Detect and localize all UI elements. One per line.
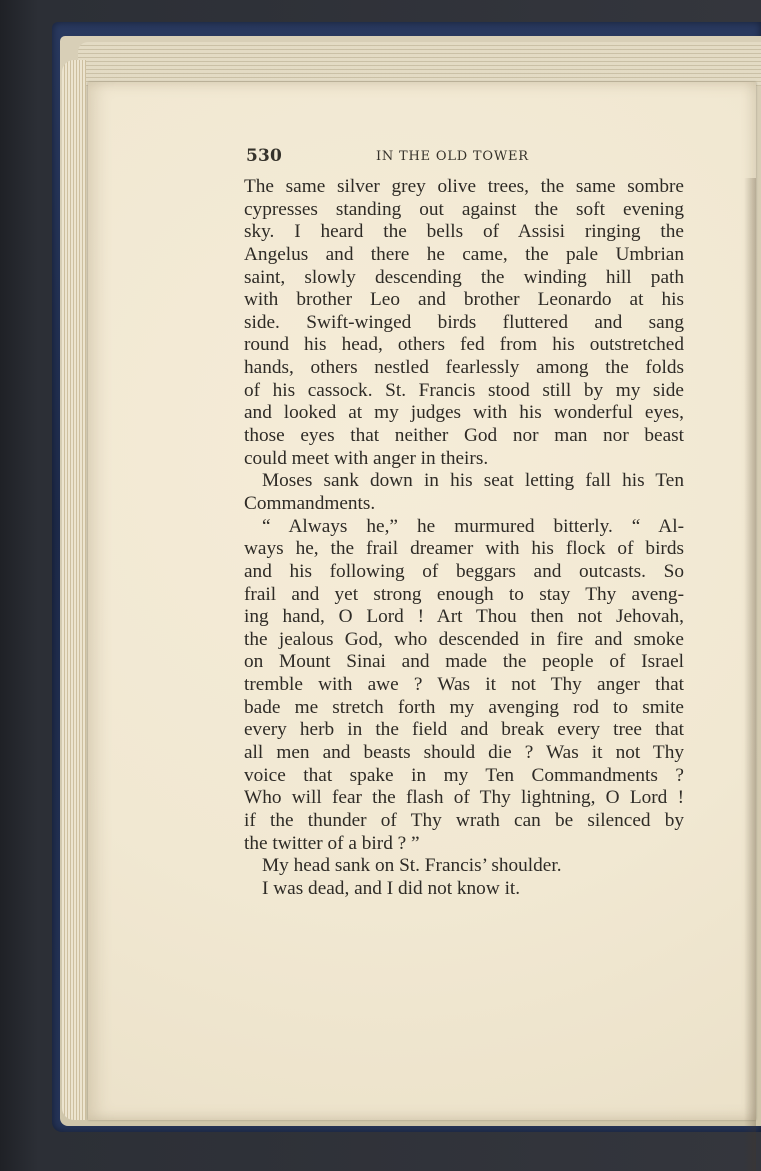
text-line: frail and yet strong enough to stay Thy aveng- (244, 583, 684, 605)
text-line: saint, slowly descending the winding hill path (244, 266, 684, 288)
text-line: voice that spake in my Ten Commandments ? (244, 764, 684, 786)
text-line: could meet with anger in theirs. (244, 447, 489, 469)
text-line: round his head, others fed from his outstretched (244, 334, 684, 356)
text-line: I was dead, and I did not know it. (262, 877, 521, 899)
text-line: hands, others nestled fearlessly among the folds (244, 357, 684, 379)
book-page (88, 82, 756, 1120)
text-line: cypresses standing out against the soft evening (244, 198, 684, 220)
text-line: tremble with awe ? Was it not Thy anger that (244, 674, 684, 696)
text-line: side. Swift-winged birds fluttered and sang (244, 311, 684, 333)
text-line: the twitter of a bird ? ” (244, 832, 420, 854)
page-header (246, 146, 638, 170)
text-line: all men and beasts should die ? Was it not Thy (244, 742, 684, 764)
text-line: Commandments. (244, 492, 376, 514)
text-line: Angelus and there he came, the pale Umbrian (244, 243, 684, 265)
text-line: Moses sank down in his seat letting fall his Ten (262, 470, 684, 492)
text-line: Who will fear the flash of Thy lightning, O Lord ! (244, 787, 684, 809)
text-line: and looked at my judges with his wonderful eyes, (244, 402, 684, 424)
text-line: My head sank on St. Francis’ shoulder. (262, 855, 562, 877)
page-top-edge (78, 42, 761, 86)
text-line: bade me stretch forth my avenging rod to smite (244, 696, 684, 718)
text-line: ing hand, O Lord ! Art Thou then not Jehovah, (244, 606, 684, 628)
text-line: every herb in the field and break every tree that (244, 719, 684, 741)
running-head: IN THE OLD TOWER (376, 149, 529, 164)
page-right-shadow (744, 178, 756, 1171)
text-line: if the thunder of Thy wrath can be silenced by (244, 809, 684, 831)
text-line: The same silver grey olive trees, the same sombre (244, 176, 684, 197)
text-line: of his cassock. St. Francis stood still by my side (244, 379, 684, 401)
page-left-edge (62, 60, 86, 1120)
text-line: the jealous God, who descended in fire and smoke (244, 628, 684, 650)
text-line: “ Always he,” he murmured bitterly. “ Al- (262, 515, 684, 537)
text-line: ways he, the frail dreamer with his flock of birds (244, 538, 684, 560)
page-body-text (244, 176, 684, 901)
text-line: on Mount Sinai and made the people of Israel (244, 651, 684, 673)
text-line: those eyes that neither God nor man nor beast (244, 425, 684, 447)
text-line: with brother Leo and brother Leonardo at his (244, 289, 684, 311)
text-line: and his following of beggars and outcasts. So (244, 560, 684, 582)
text-line: sky. I heard the bells of Assisi ringing the (244, 221, 684, 243)
page-number: 530 (246, 146, 283, 166)
